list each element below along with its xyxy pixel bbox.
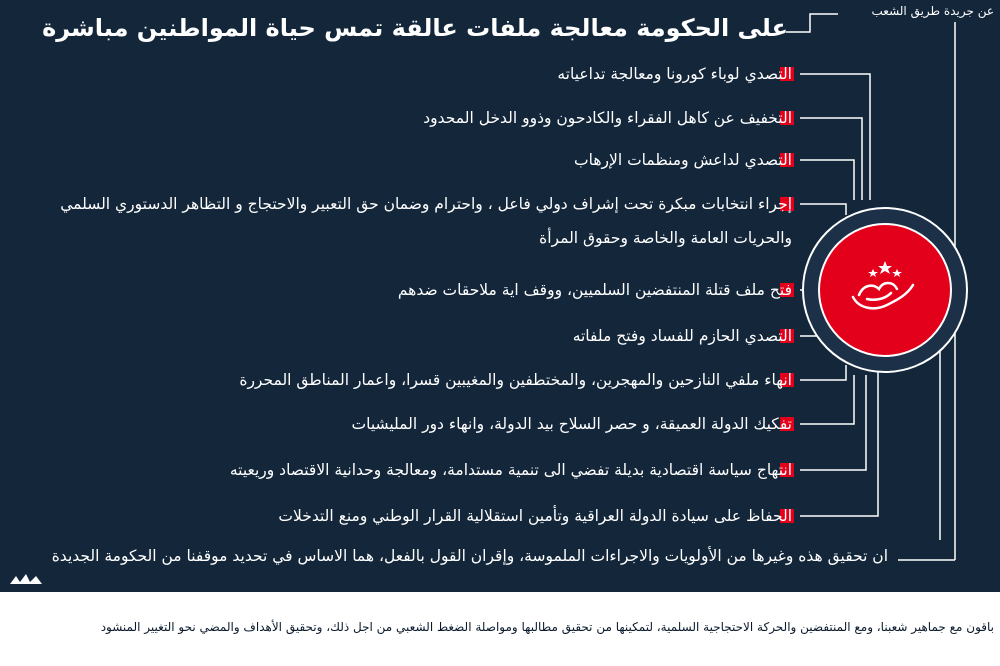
priority-item: انتهاج سياسة اقتصادية بديلة تفضي الى تنمية مستدامة، ومعالجة وحدانية الاقتصاد وريعيته [229,461,792,479]
closing-statement: ان تحقيق هذه وغيرها من الأولويات والاجراءات الملموسة، وإقران القول بالفعل، هما الاساس في تحديد موقفنا من الحكومة الجديدة [51,547,888,565]
priority-item: انهاء ملفي النازحين والمهجرين، والمختطفين والمغيبين قسرا، واعمار المناطق المحررة [239,371,792,389]
footer-statement: باقون مع جماهير شعبنا، ومع المنتفضين والحركة الاحتجاجية السلمية، لتمكينها من تحقيق مطالبها ومواصلة الضغط الشعبي من اجل ذلك، وتحقيق الأهداف والمضي نحو التغيير المنشود [100,620,994,634]
source-label: عن جريدة طريق الشعب [871,4,994,18]
priority-item: التخفيف عن كاهل الفقراء والكادحون وذوو الدخل المحدود [423,109,792,127]
page-title: على الحكومة معالجة ملفات عالقة تمس حياة المواطنين مباشرة [42,14,788,42]
priority-item: تفكيك الدولة العميقة، و حصر السلاح بيد الدولة، وانهاء دور المليشيات [351,415,792,433]
priority-item: التصدي الحازم للفساد وفتح ملفاته [572,327,792,345]
priority-item: التصدي لداعش ومنظمات الإرهاب [574,151,792,169]
publisher-logo-icon [8,572,44,586]
priority-item: التصدي لوباء كورونا ومعالجة تداعياته [557,65,792,83]
party-emblem-icon [845,255,925,325]
priority-item: إجراء انتخابات مبكرة تحت إشراف دولي فاعل ، واحترام وضمان حق التعبير والاحتجاج و التظاهر الدستوري السلمي والحريات العامة والخاصة وحقوق المرأة [60,195,792,247]
priority-item: فتح ملف قتلة المنتفضين السلميين، ووقف اية ملاحقات ضدهم [397,281,792,299]
priority-item: الحفاظ على سيادة الدولة العراقية وتأمين استقلالية القرار الوطني ومنع التدخلات [278,507,792,525]
